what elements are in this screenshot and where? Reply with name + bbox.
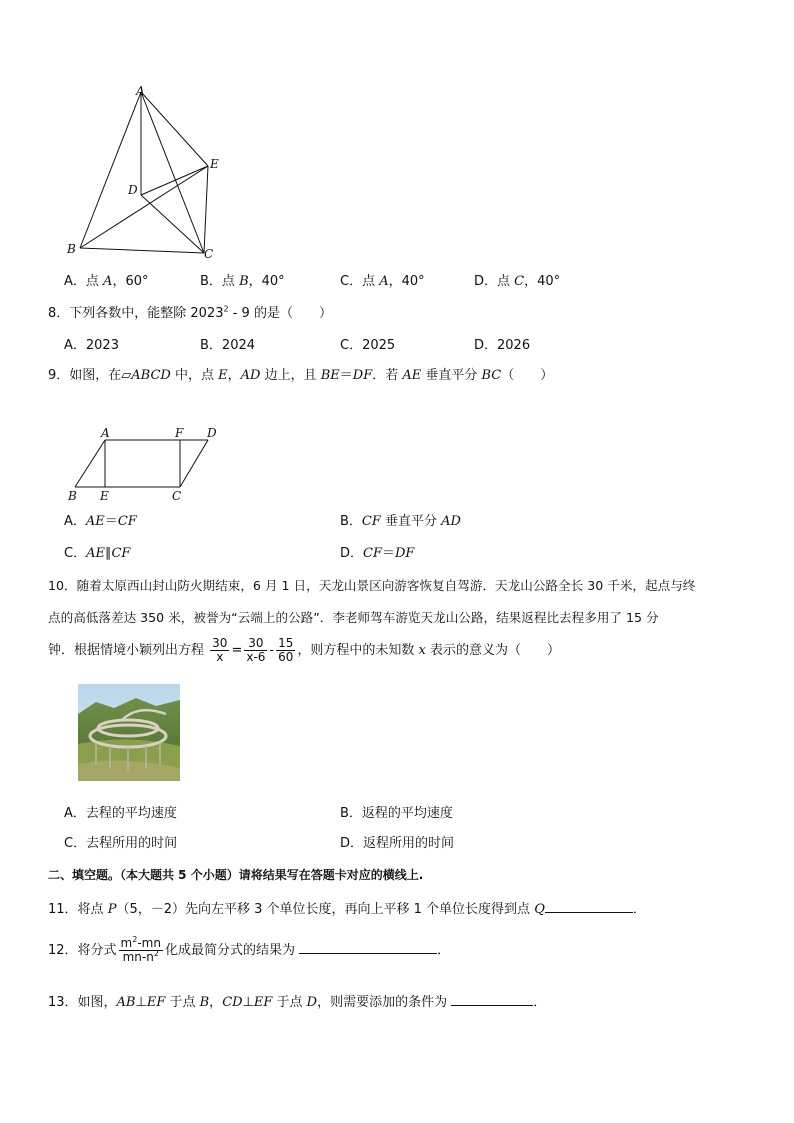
q10-fraction-2: $\frac{30}{x-6}$ xyxy=(246,636,266,664)
q7-label-E: E xyxy=(210,157,219,171)
q12-answer-blank[interactable] xyxy=(299,939,437,954)
q9-label-D: D xyxy=(207,426,217,440)
q10-fraction-3: $\frac{15}{60}$ xyxy=(278,636,294,664)
q11-answer-blank[interactable] xyxy=(545,898,633,913)
q13-answer-blank[interactable] xyxy=(451,991,533,1006)
q7-label-A: A xyxy=(136,84,145,98)
q10-option-d[interactable]: D．返程所用的时间 xyxy=(340,836,455,851)
q10-option-a[interactable]: A．去程的平均速度 xyxy=(64,806,177,821)
q9-label-E: E xyxy=(100,489,109,503)
q7-label-B: B xyxy=(67,242,76,256)
section-2-heading: 二、填空题。（本大题共 5 个小题）请将结果写在答题卡对应的横线上. xyxy=(48,868,424,882)
tianlong-road-photo xyxy=(78,684,180,781)
q8-option-c[interactable]: C．2025 xyxy=(340,338,396,353)
q11: 11．将点 P（5，－2）先向左平移 3 个单位长度，再向上平移 1 个单位长度得到点 Q ． xyxy=(48,898,646,919)
q8-option-a[interactable]: A．2023 xyxy=(64,338,119,353)
q9-label-C: C xyxy=(172,489,182,503)
q12: 12．将分式 $\frac{m^2-mn}{mn-n^2}$ 化成最简分式的结果为 ． xyxy=(48,935,451,964)
q7-figure xyxy=(60,80,240,270)
q9-figure xyxy=(60,430,230,500)
q9-option-a[interactable]: A．AE＝CF xyxy=(64,514,137,529)
q9-option-b[interactable]: B．CF 垂直平分 AD xyxy=(340,514,461,529)
q7-label-C: C xyxy=(204,247,214,261)
q10-option-c[interactable]: C．去程所用的时间 xyxy=(64,836,178,851)
q10-line3: 钟．根据情境小颖列出方程 $\frac{30}{x}$ = $\frac{30}{x-6}$ - $\frac{15}{60}$ ，则方程中的未知数 x 表示的意义为（ ） xyxy=(48,636,561,664)
q9-label-A: A xyxy=(101,426,110,440)
q10-fraction-1: $\frac{30}{x}$ xyxy=(212,636,228,664)
q8-option-b[interactable]: B．2024 xyxy=(200,338,256,353)
q9-option-d[interactable]: D．CF＝DF xyxy=(340,546,415,561)
q10-line1: 10．随着太原西山封山防火期结束，6 月 1 日，天龙山景区向游客恢复自驾游．天龙山公路全长 30 千米，起点与终 xyxy=(48,578,696,593)
q9-option-c[interactable]: C．AE∥CF xyxy=(64,546,131,561)
q8-stem: 8．下列各数中，能整除 2023$^2$ - 9 的是（ ） xyxy=(48,304,332,321)
q7-option-d[interactable]: D．点 C，40° xyxy=(474,274,561,289)
q10-line2: 点的高低落差达 350 米，被誉为“云端上的公路”．李老师驾车游览天龙山公路，结果返程比去程多用了 15 分 xyxy=(48,610,659,625)
q10-option-b[interactable]: B．返程的平均速度 xyxy=(340,806,453,821)
q9-label-F: F xyxy=(175,426,184,440)
q8-option-d[interactable]: D．2026 xyxy=(474,338,531,353)
q7-option-a[interactable]: A．点 A，60° xyxy=(64,274,149,289)
q9-label-B: B xyxy=(68,489,77,503)
q7-label-D: D xyxy=(128,183,138,197)
q13: 13．如图，AB⊥EF 于点 B，CD⊥EF 于点 D，则需要添加的条件为 ． xyxy=(48,991,546,1012)
q12-fraction: $\frac{m^2-mn}{mn-n^2}$ xyxy=(120,935,161,964)
q7-option-c[interactable]: C．点 A，40° xyxy=(340,274,425,289)
q7-option-b[interactable]: B．点 B，40° xyxy=(200,274,285,289)
q9-stem: 9．如图，在▱ABCD 中，点 E，AD 边上，且 BE＝DF．若 AE 垂直平分 BC（ ） xyxy=(48,368,554,383)
